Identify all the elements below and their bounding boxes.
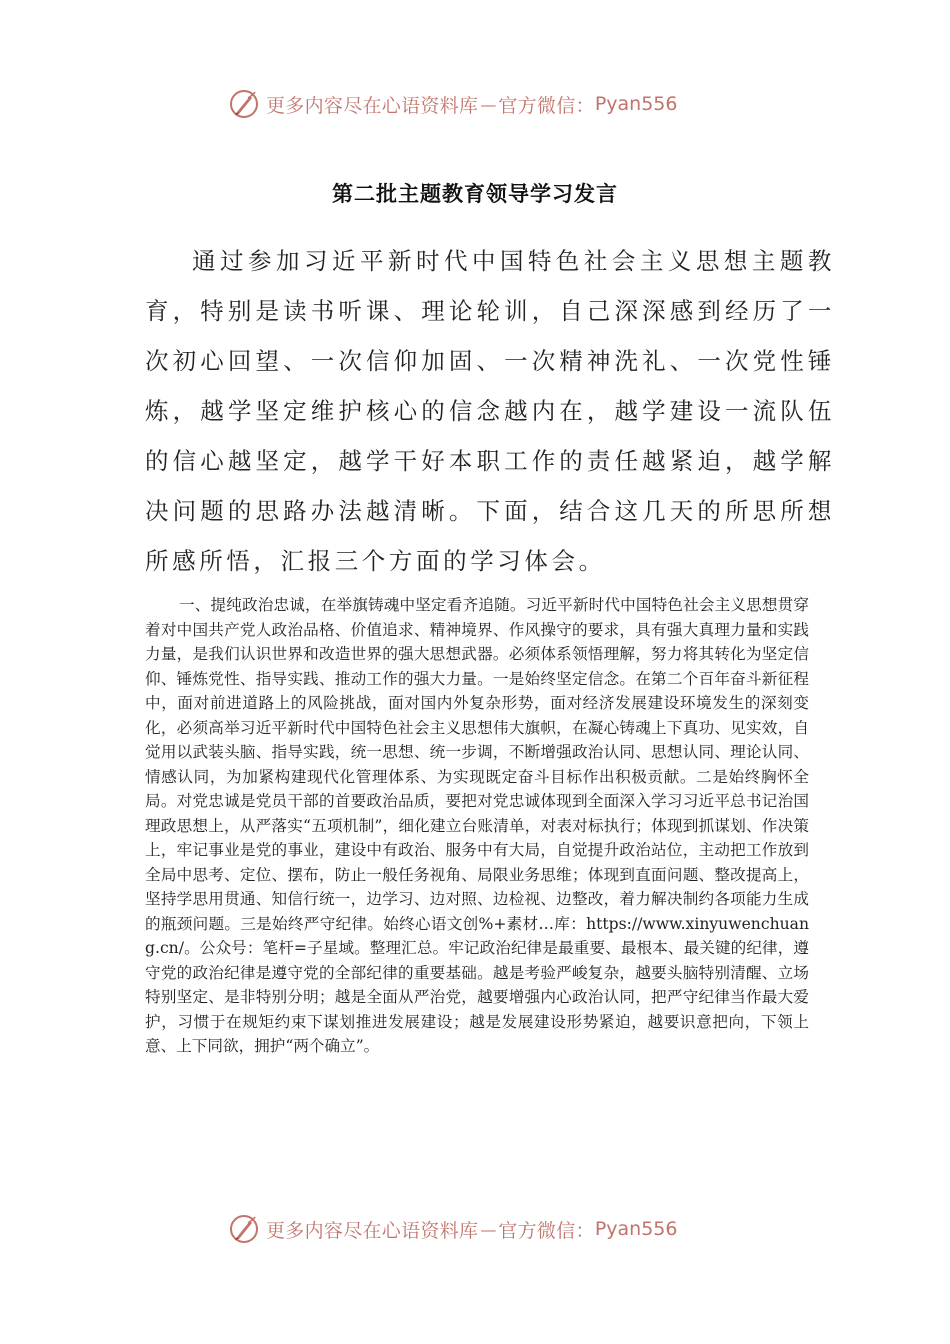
- document-title: 第二批主题教育领导学习发言: [332, 181, 618, 206]
- watermark-contact: 官方微信：: [498, 1219, 595, 1242]
- quill-logo-icon: [228, 1213, 260, 1245]
- footer-watermark: [228, 1209, 748, 1249]
- body-paragraph: 一、提纯政治忠诚，在举旗铸魂中坚定看齐追随。习近平新时代中国特色社会主义思想贯穿着对中国共产党人政治品格、价值追求、精神境界、作风操守的要求，具有强大真理力量和实践力量，是我们认识世界和改造世界的强大思想武器。必须体系领悟理解，努力将其转化为坚定信仰、锤炼党性、指导实践、推动工作的强大力量。一是始终坚定信念。在第二个百年奋斗新征程中，面对前进道路上的风险挑战，面对国内外复杂形势，面对经济发展建设环境发生的深刻变化，必须高举习近平新时代中国特色社会主义思想伟大旗帜，在凝心铸魂上下真功、见实效，自觉用以武装头脑、指导实践，统一思想、统一步调，不断增强政治认同、思想认同、理论认同、情感认同，为加紧构建现代化管理体系、为实现既定奋斗目标作出积极贡献。二是始终胸怀全局。对党忠诚是党员干部的首要政治品质，要把对党忠诚体现到全面深入学习习近平总书记治国理政思想上，从严落实“五项机制”，细化建立台账清单，对表对标执行；体现到抓谋划、作决策上，牢记事业是党的事业，建设中有政治、服务中有大局，自觉提升政治站位，主动把工作放到全局中思考、定位、摆布，防止一般任务视角、局限业务思维；体现到直面问题、整改提高上，坚持学思用贯通、知信行统一，边学习、边对照、边检视、边整改，着力解决制约各项能力生成的瓶颈问题。三是始终严守纪律。始终心语文创%+素材…库：https://www.xinyuwenchuang.cn/。公众号：笔杆=子星域。整理汇总。牢记政治纪律是最重要、最根本、最关键的纪律，遵守党的政治纪律是遵守党的全部纪律的重要基础。越是考验严峻复杂，越要头脑特别清醒、立场特别坚定、是非特别分明；越是全面从严治党，越要增强内心政治认同，把严守纪律当作最大爱护，习惯于在规矩约束下谋划推进发展建设；越是发展建设形势紧迫，越要识意把向，下领上意、上下同欲，拥护“两个确立”。: [145, 596, 809, 1055]
- lead-paragraph: 通过参加习近平新时代中国特色社会主义思想主题教育，特别是读书听课、理论轮训，自己深深感到经历了一次初心回望、一次信仰加固、一次精神洗礼、一次党性锤炼，越学坚定维护核心的信念越内在，越学建设一流队伍的信心越坚定，越学干好本职工作的责任越紧迫，越学解决问题的思路办法越清晰。下面，结合这几天的所思所想所感所悟，汇报三个方面的学习体会。: [145, 247, 835, 575]
- watermark-separator: —: [480, 94, 497, 114]
- header-watermark: [228, 84, 748, 124]
- watermark-text: 更多内容尽在心语资料库: [266, 94, 479, 117]
- watermark-id: Pyan556: [594, 93, 678, 115]
- quill-logo-icon: [228, 88, 260, 120]
- watermark-id: Pyan556: [594, 1218, 678, 1240]
- watermark-separator: —: [480, 1219, 497, 1239]
- watermark-contact: 官方微信：: [498, 94, 595, 117]
- watermark-text: 更多内容尽在心语资料库: [266, 1219, 479, 1242]
